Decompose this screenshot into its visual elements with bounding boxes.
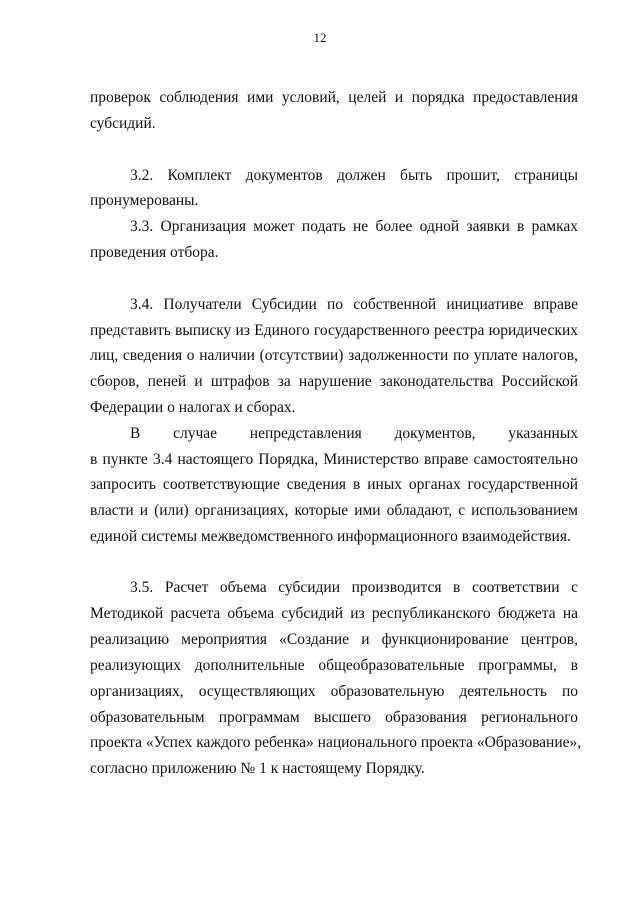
text-line: запросить соответствующие сведения в иных органах государственной xyxy=(90,476,578,493)
text-line: субсидий. xyxy=(90,115,156,132)
text-line: в пункте 3.4 настоящего Порядка, Министерство вправе самостоятельно xyxy=(90,451,578,468)
text-line: 3.4. Получатели Субсидии по собственной инициативе вправе xyxy=(130,296,578,313)
text-line: Федерации о налогах и сборах. xyxy=(90,399,296,416)
text-line: Методикой расчета объема субсидий из республиканского бюджета на xyxy=(90,605,578,622)
text-line: 3.2. Комплект документов должен быть прошит, страницы xyxy=(130,167,578,184)
text-line: организациях, осуществляющих образовательную деятельность по xyxy=(90,683,578,700)
text-line: реализацию мероприятия «Создание и функционирование центров, xyxy=(90,631,578,648)
text-line: В случае непредставления документов, указанных xyxy=(130,425,578,442)
text-line: лиц, сведения о наличии (отсутствии) задолженности по уплате налогов, xyxy=(90,347,578,364)
text-line: представить выписку из Единого государственного реестра юридических xyxy=(90,322,578,339)
text-line: пронумерованы. xyxy=(90,192,199,209)
text-line: 3.5. Расчет объема субсидии производится в соответствии с xyxy=(130,579,578,596)
text-line: реализующих дополнительные общеобразовательные программы, в xyxy=(90,657,578,674)
page-number: 12 xyxy=(313,30,327,45)
text-line: 3.3. Организация может подать не более одной заявки в рамках xyxy=(130,218,578,235)
text-line: власти и (или) организациях, которые ими обладают, с использованием xyxy=(90,502,578,519)
text-line: образовательным программам высшего образования регионального xyxy=(90,709,578,726)
text-line: проверок соблюдения ими условий, целей и порядка предоставления xyxy=(90,89,578,106)
text-line: согласно приложению № 1 к настоящему Порядку. xyxy=(90,760,425,777)
text-line: проекта «Успех каждого ребенка» национального проекта «Образование», xyxy=(90,734,582,751)
text-line: единой системы межведомственного информационного взаимодействия. xyxy=(90,528,571,545)
text-line: проведения отбора. xyxy=(90,244,219,261)
text-line: сборов, пеней и штрафов за нарушение законодательства Российской xyxy=(90,373,578,390)
